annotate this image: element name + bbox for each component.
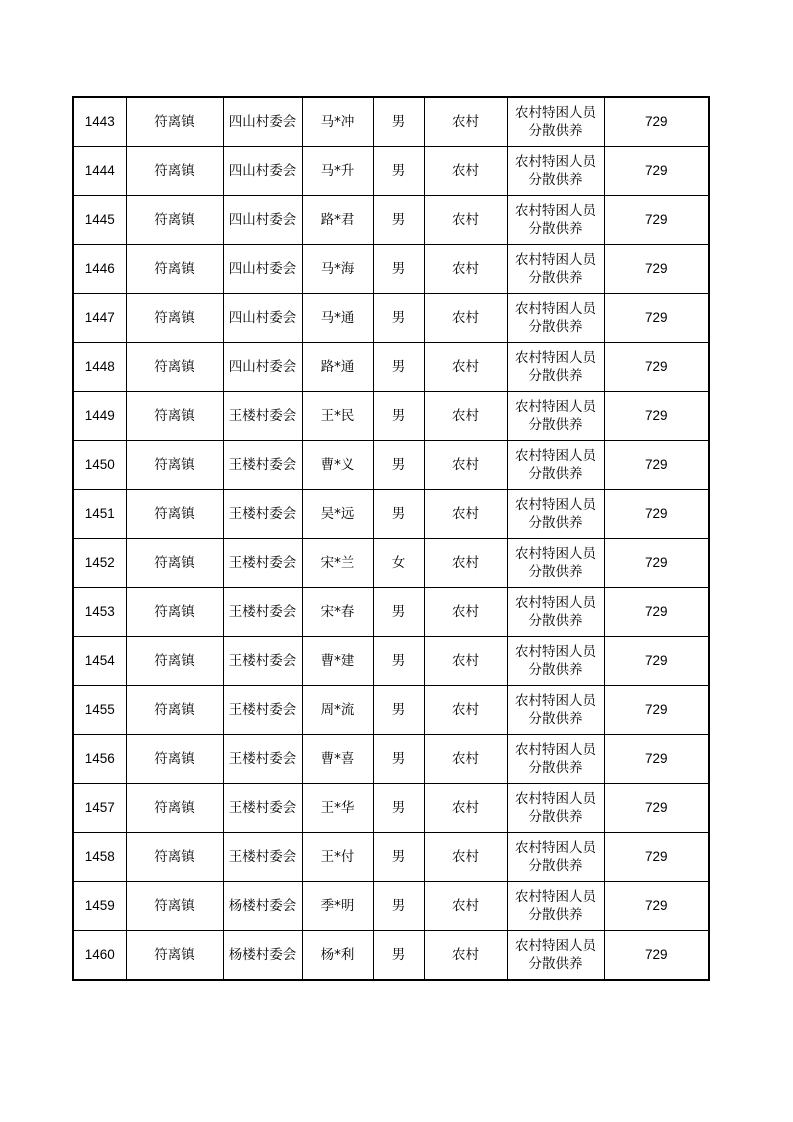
row-number-cell: 1453 xyxy=(73,588,126,637)
village-cell: 四山村委会 xyxy=(223,97,302,147)
gender-cell: 男 xyxy=(373,931,424,981)
gender-cell: 男 xyxy=(373,637,424,686)
category-cell: 农村特困人员分散供养 xyxy=(507,931,604,981)
row-number-cell: 1454 xyxy=(73,637,126,686)
area-cell: 农村 xyxy=(424,686,507,735)
category-cell: 农村特困人员分散供养 xyxy=(507,147,604,196)
name-cell: 马*海 xyxy=(302,245,373,294)
town-cell: 符离镇 xyxy=(126,196,223,245)
gender-cell: 男 xyxy=(373,245,424,294)
area-cell: 农村 xyxy=(424,833,507,882)
name-cell: 宋*兰 xyxy=(302,539,373,588)
gender-cell: 男 xyxy=(373,490,424,539)
village-cell: 四山村委会 xyxy=(223,343,302,392)
name-cell: 路*通 xyxy=(302,343,373,392)
table-row xyxy=(73,735,709,784)
category-cell: 农村特困人员分散供养 xyxy=(507,294,604,343)
village-cell: 王楼村委会 xyxy=(223,539,302,588)
row-number-cell: 1460 xyxy=(73,931,126,981)
town-cell: 符离镇 xyxy=(126,784,223,833)
row-number-cell: 1448 xyxy=(73,343,126,392)
table-row xyxy=(73,97,709,147)
name-cell: 马*升 xyxy=(302,147,373,196)
town-cell: 符离镇 xyxy=(126,882,223,931)
village-cell: 四山村委会 xyxy=(223,147,302,196)
village-cell: 王楼村委会 xyxy=(223,392,302,441)
area-cell: 农村 xyxy=(424,97,507,147)
gender-cell: 男 xyxy=(373,588,424,637)
row-number-cell: 1450 xyxy=(73,441,126,490)
category-cell: 农村特困人员分散供养 xyxy=(507,784,604,833)
area-cell: 农村 xyxy=(424,147,507,196)
name-cell: 路*君 xyxy=(302,196,373,245)
name-cell: 王*华 xyxy=(302,784,373,833)
gender-cell: 男 xyxy=(373,343,424,392)
area-cell: 农村 xyxy=(424,392,507,441)
town-cell: 符离镇 xyxy=(126,343,223,392)
gender-cell: 男 xyxy=(373,882,424,931)
area-cell: 农村 xyxy=(424,588,507,637)
area-cell: 农村 xyxy=(424,882,507,931)
village-cell: 四山村委会 xyxy=(223,294,302,343)
village-cell: 杨楼村委会 xyxy=(223,882,302,931)
row-number-cell: 1459 xyxy=(73,882,126,931)
row-number-cell: 1456 xyxy=(73,735,126,784)
amount-cell: 729 xyxy=(604,490,709,539)
gender-cell: 男 xyxy=(373,294,424,343)
amount-cell: 729 xyxy=(604,97,709,147)
category-cell: 农村特困人员分散供养 xyxy=(507,441,604,490)
area-cell: 农村 xyxy=(424,441,507,490)
amount-cell: 729 xyxy=(604,588,709,637)
category-cell: 农村特困人员分散供养 xyxy=(507,392,604,441)
table-row xyxy=(73,245,709,294)
village-cell: 王楼村委会 xyxy=(223,588,302,637)
village-cell: 王楼村委会 xyxy=(223,735,302,784)
row-number-cell: 1443 xyxy=(73,97,126,147)
amount-cell: 729 xyxy=(604,784,709,833)
village-cell: 王楼村委会 xyxy=(223,490,302,539)
town-cell: 符离镇 xyxy=(126,735,223,784)
village-cell: 王楼村委会 xyxy=(223,784,302,833)
table-row xyxy=(73,882,709,931)
amount-cell: 729 xyxy=(604,539,709,588)
amount-cell: 729 xyxy=(604,686,709,735)
amount-cell: 729 xyxy=(604,833,709,882)
gender-cell: 男 xyxy=(373,196,424,245)
table-row xyxy=(73,686,709,735)
name-cell: 季*明 xyxy=(302,882,373,931)
gender-cell: 女 xyxy=(373,539,424,588)
row-number-cell: 1452 xyxy=(73,539,126,588)
village-cell: 王楼村委会 xyxy=(223,686,302,735)
area-cell: 农村 xyxy=(424,490,507,539)
category-cell: 农村特困人员分散供养 xyxy=(507,196,604,245)
gender-cell: 男 xyxy=(373,147,424,196)
name-cell: 杨*利 xyxy=(302,931,373,981)
row-number-cell: 1445 xyxy=(73,196,126,245)
village-cell: 王楼村委会 xyxy=(223,637,302,686)
row-number-cell: 1447 xyxy=(73,294,126,343)
table-row xyxy=(73,833,709,882)
row-number-cell: 1458 xyxy=(73,833,126,882)
area-cell: 农村 xyxy=(424,735,507,784)
town-cell: 符离镇 xyxy=(126,392,223,441)
gender-cell: 男 xyxy=(373,833,424,882)
area-cell: 农村 xyxy=(424,931,507,981)
area-cell: 农村 xyxy=(424,196,507,245)
area-cell: 农村 xyxy=(424,784,507,833)
name-cell: 吴*远 xyxy=(302,490,373,539)
gender-cell: 男 xyxy=(373,735,424,784)
town-cell: 符离镇 xyxy=(126,833,223,882)
row-number-cell: 1449 xyxy=(73,392,126,441)
table-row xyxy=(73,343,709,392)
row-number-cell: 1457 xyxy=(73,784,126,833)
table-row xyxy=(73,441,709,490)
gender-cell: 男 xyxy=(373,686,424,735)
category-cell: 农村特困人员分散供养 xyxy=(507,490,604,539)
amount-cell: 729 xyxy=(604,245,709,294)
row-number-cell: 1444 xyxy=(73,147,126,196)
gender-cell: 男 xyxy=(373,784,424,833)
village-cell: 四山村委会 xyxy=(223,196,302,245)
category-cell: 农村特困人员分散供养 xyxy=(507,245,604,294)
name-cell: 曹*喜 xyxy=(302,735,373,784)
name-cell: 马*通 xyxy=(302,294,373,343)
category-cell: 农村特困人员分散供养 xyxy=(507,343,604,392)
table-row xyxy=(73,490,709,539)
amount-cell: 729 xyxy=(604,294,709,343)
town-cell: 符离镇 xyxy=(126,539,223,588)
amount-cell: 729 xyxy=(604,343,709,392)
name-cell: 王*民 xyxy=(302,392,373,441)
area-cell: 农村 xyxy=(424,539,507,588)
town-cell: 符离镇 xyxy=(126,588,223,637)
town-cell: 符离镇 xyxy=(126,147,223,196)
town-cell: 符离镇 xyxy=(126,97,223,147)
name-cell: 曹*建 xyxy=(302,637,373,686)
village-cell: 王楼村委会 xyxy=(223,441,302,490)
amount-cell: 729 xyxy=(604,441,709,490)
gender-cell: 男 xyxy=(373,392,424,441)
table-row xyxy=(73,392,709,441)
town-cell: 符离镇 xyxy=(126,245,223,294)
amount-cell: 729 xyxy=(604,392,709,441)
table-row xyxy=(73,588,709,637)
amount-cell: 729 xyxy=(604,147,709,196)
name-cell: 王*付 xyxy=(302,833,373,882)
gender-cell: 男 xyxy=(373,441,424,490)
row-number-cell: 1451 xyxy=(73,490,126,539)
village-cell: 四山村委会 xyxy=(223,245,302,294)
town-cell: 符离镇 xyxy=(126,490,223,539)
village-cell: 杨楼村委会 xyxy=(223,931,302,981)
category-cell: 农村特困人员分散供养 xyxy=(507,637,604,686)
name-cell: 周*流 xyxy=(302,686,373,735)
name-cell: 曹*义 xyxy=(302,441,373,490)
category-cell: 农村特困人员分散供养 xyxy=(507,97,604,147)
table-row xyxy=(73,637,709,686)
category-cell: 农村特困人员分散供养 xyxy=(507,539,604,588)
town-cell: 符离镇 xyxy=(126,441,223,490)
table-row xyxy=(73,294,709,343)
row-number-cell: 1455 xyxy=(73,686,126,735)
amount-cell: 729 xyxy=(604,637,709,686)
category-cell: 农村特困人员分散供养 xyxy=(507,882,604,931)
table-row xyxy=(73,539,709,588)
table-row xyxy=(73,147,709,196)
gender-cell: 男 xyxy=(373,97,424,147)
table-row xyxy=(73,931,709,981)
beneficiary-table xyxy=(72,96,710,981)
town-cell: 符离镇 xyxy=(126,931,223,981)
name-cell: 马*冲 xyxy=(302,97,373,147)
amount-cell: 729 xyxy=(604,931,709,981)
row-number-cell: 1446 xyxy=(73,245,126,294)
area-cell: 农村 xyxy=(424,343,507,392)
area-cell: 农村 xyxy=(424,294,507,343)
area-cell: 农村 xyxy=(424,637,507,686)
name-cell: 宋*春 xyxy=(302,588,373,637)
area-cell: 农村 xyxy=(424,245,507,294)
category-cell: 农村特困人员分散供养 xyxy=(507,735,604,784)
table-row xyxy=(73,196,709,245)
town-cell: 符离镇 xyxy=(126,294,223,343)
amount-cell: 729 xyxy=(604,735,709,784)
village-cell: 王楼村委会 xyxy=(223,833,302,882)
table-body xyxy=(73,97,709,980)
amount-cell: 729 xyxy=(604,882,709,931)
category-cell: 农村特困人员分散供养 xyxy=(507,833,604,882)
amount-cell: 729 xyxy=(604,196,709,245)
town-cell: 符离镇 xyxy=(126,686,223,735)
category-cell: 农村特困人员分散供养 xyxy=(507,588,604,637)
category-cell: 农村特困人员分散供养 xyxy=(507,686,604,735)
town-cell: 符离镇 xyxy=(126,637,223,686)
table-row xyxy=(73,784,709,833)
